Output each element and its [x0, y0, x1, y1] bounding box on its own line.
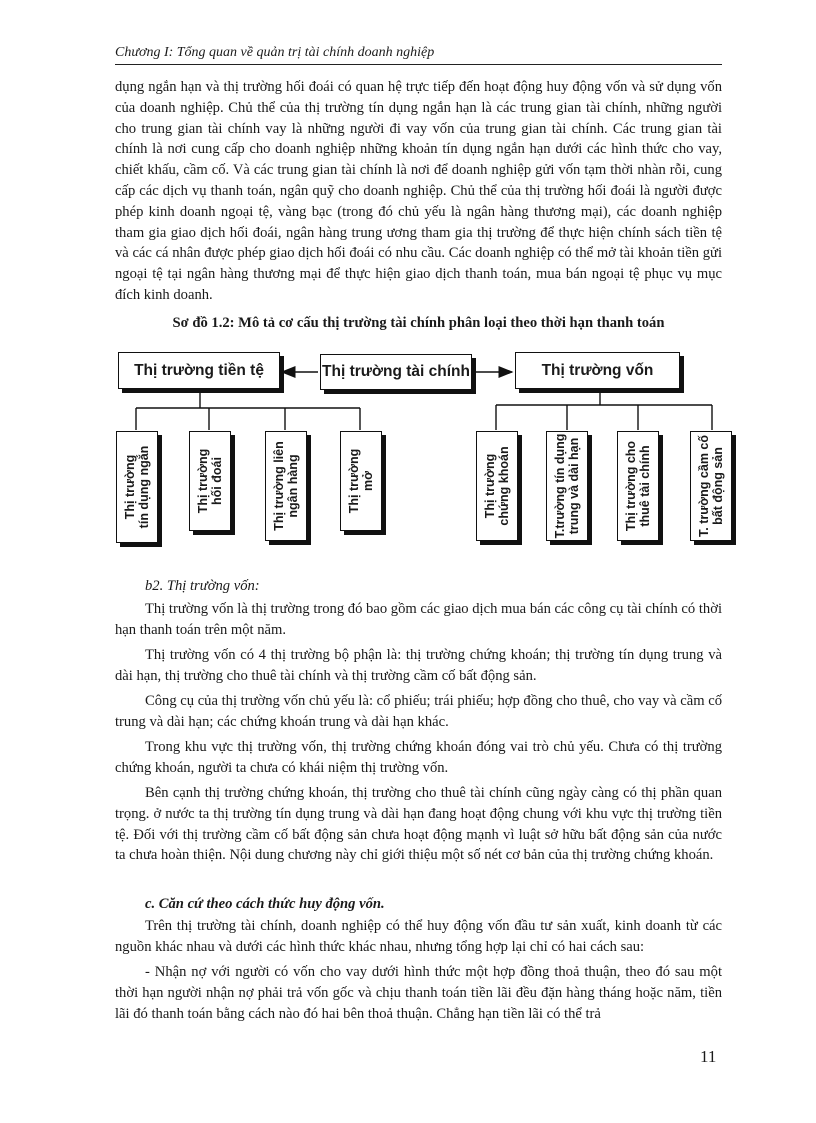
paragraph-leasing-market: Bên cạnh thị trường chứng khoán, thị trường cho thuê tài chính cũng ngày càng có thị phần quan trọng. ở nước ta thị trường tín dụng trung và dài hạn đang hoạt động chung với khu vực thị trường tiền tệ. Đối với thị trường cầm cố bất động sản chưa hoạt động mạnh vì luật sở hữu bất động sản của nước ta chưa hoàn thiện. Nội dung chương này chỉ giới thiệu một số nét cơ bản của thị trường chứng khoán. — [115, 785, 722, 864]
child-label: Thị trường hối đoái — [196, 448, 224, 514]
diagram-caption: Sơ đồ 1.2: Mô tả cơ cấu thị trường tài chính phân loại theo thời hạn thanh toán — [172, 315, 665, 331]
child-label: Thị trường liên ngân hàng — [272, 441, 300, 531]
child-box-open-market — [340, 431, 382, 531]
chapter-header: Chương I: Tổng quan về quản trị tài chính doanh nghiệp — [115, 45, 435, 60]
capital-market-box: Thị trường vốn — [515, 352, 680, 389]
financial-market-box: Thị trường tài chính — [320, 354, 472, 390]
child-label: T. trường cầm cố bất động sản — [697, 435, 725, 537]
paragraph-capital-market-definition: Thị trường vốn là thị trường trong đó bao gồm các giao dịch mua bán các công cụ tài chính có thời hạn thanh toán trên một năm. — [115, 601, 722, 638]
child-label: Thị trường cho thuê tài chính — [624, 440, 652, 532]
paragraph-capital-market-components: Thị trường vốn có 4 thị trường bộ phận là: thị trường chứng khoán; thị trường tín dụng trung và dài hạn, thị trường cho thuê tài chính và thị trường cầm cố bất động sản. — [115, 647, 722, 684]
child-box-long-term-credit-market — [546, 431, 588, 541]
money-market-box: Thị trường tiền tệ — [118, 352, 280, 389]
child-label: T.trường tín dụng trung và dài hạn — [553, 433, 581, 539]
child-box-financial-leasing-market — [617, 431, 659, 541]
child-box-securities-market — [476, 431, 518, 541]
child-box-interbank-market — [265, 431, 307, 541]
paragraph-capital-market-instruments: Công cụ của thị trường vốn chủ yếu là: cổ phiếu; trái phiếu; hợp đồng cho thuê, cho vay và cầm cố trung và dài hạn; các chứng khoán trung và dài hạn khác. — [115, 693, 722, 730]
paragraph-intro: dụng ngắn hạn và thị trường hối đoái có quan hệ trực tiếp đến hoạt động huy động vốn và sử dụng vốn của doanh nghiệp. Chủ thể của thị trường tín dụng ngắn hạn là các trung gian tài chính, những người cho trung gian tài chính vay là những người đi vay vốn của trung gian tài chính. Các trung gian tài chính là nơi cung cấp cho doanh nghiệp những khoản tín dụng ngắn hạn dưới các hình thức cho vay, chiết khấu, cầm cố. Và các trung gian tài chính là nơi để doanh nghiệp gửi vốn tạm thời nhàn rỗi, cung cấp các dịch vụ thanh toán, ngân quỹ cho doanh nghiệp. Chủ thể của thị trường hối đoái là người được phép kinh doanh ngoại tệ, vàng bạc (trong đó chủ yếu là ngân hàng thương mại), các doanh nghiệp tham gia giao dịch hối đoái, ngân hàng trung ương tham gia thị trường để thực hiện chính sách tiền tệ và các cá nhân được phép giao dịch hối đoái có nhu cầu. Các doanh nghiệp có thể mở tài khoản tiền gửi ngoại tệ tại ngân hàng thương mại để thực hiện giao dịch thanh toán, mua bán ngoại tệ phục vụ mục đích kinh doanh. — [115, 79, 722, 303]
section-heading-b2: b2. Thị trường vốn: — [145, 578, 260, 594]
paragraph-debt-method: - Nhận nợ với người có vốn cho vay dưới hình thức một hợp đồng thoả thuận, theo đó sau một thời hạn người nhận nợ phải trả vốn gốc và chịu thanh toán tiền lãi đều đặn hàng tháng hoặc năm, tiền lãi đó thanh toán bằng cách nào đó hai bên thoả thuận. Chẳng hạn tiền lãi có thể trả — [115, 964, 722, 1022]
section-heading-c: c. Căn cứ theo cách thức huy động vốn. — [145, 896, 385, 912]
child-box-real-estate-mortgage-market — [690, 431, 732, 541]
child-label: Thị trường mở — [347, 448, 375, 514]
page-number: 11 — [700, 1047, 717, 1066]
paragraph-mobilization-methods: Trên thị trường tài chính, doanh nghiệp có thể huy động vốn đầu tư sản xuất, kinh doanh từ các nguồn khác nhau và dưới các hình thức khác nhau, nhưng tổng hợp lại chỉ có hai cách sau: — [115, 918, 722, 955]
child-box-foreign-exchange-market — [189, 431, 231, 531]
child-label: Thị trường chứng khoán — [483, 446, 511, 526]
child-label: Thị trường tín dụng ngắn — [123, 445, 151, 529]
paragraph-securities-role: Trong khu vực thị trường vốn, thị trường chứng khoán đóng vai trò chủ yếu. Chưa có thị trường chứng khoán, người ta chưa có khái niệm thị trường vốn. — [115, 739, 722, 776]
child-box-short-credit-market — [116, 431, 158, 543]
